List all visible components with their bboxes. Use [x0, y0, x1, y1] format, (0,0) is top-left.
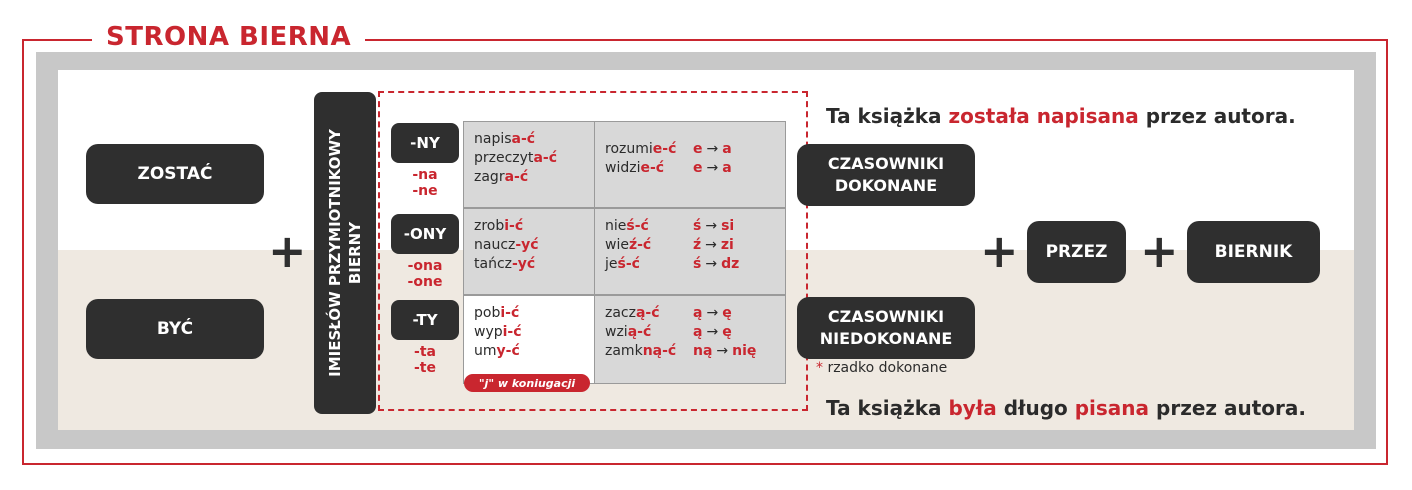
participle-label — [325, 129, 365, 377]
cell-perfect-ty — [463, 295, 595, 384]
plus-sign-1: + — [268, 224, 307, 278]
arrow-icon: → — [706, 305, 719, 321]
verb-ending: ź-ć — [628, 237, 652, 253]
footnote — [816, 360, 947, 376]
suffix-ony-2: -one — [407, 274, 443, 290]
arrow-icon: → — [706, 324, 719, 340]
verbs-perfect-line2: DOKONANE — [834, 176, 938, 195]
verb-stem: zacz — [605, 305, 636, 321]
verb-word — [605, 140, 693, 159]
j-badge — [464, 374, 590, 392]
alternation-from: e — [693, 141, 703, 157]
suffix-ony-1: -ona — [407, 258, 443, 274]
alternation-to: si — [721, 218, 735, 234]
alternation-from: ź — [693, 237, 702, 253]
verb-stem: zamk — [605, 343, 643, 359]
verb-row — [605, 342, 785, 361]
suffix-ty-1: -ta — [414, 344, 436, 360]
verb-ending: e-ć — [640, 160, 665, 176]
alternation-from: ną — [693, 343, 713, 359]
alternation-to: nię — [732, 343, 757, 359]
verb-ending: a-ć — [511, 131, 536, 147]
verb-stem: napis — [474, 131, 512, 147]
biernik-label: BIERNIK — [1214, 242, 1293, 262]
verb-row — [474, 323, 594, 342]
suffix-ty-2: -te — [414, 360, 436, 376]
verb-row — [605, 255, 785, 274]
verb-row — [474, 168, 594, 187]
tag-ty — [391, 300, 459, 340]
verb-ending: i-ć — [504, 218, 524, 234]
page-title: STRONA BIERNA — [106, 22, 352, 52]
tag-ny-label: -NY — [410, 134, 440, 152]
verb-word — [605, 255, 693, 274]
sentence-top-b: została napisana — [948, 104, 1139, 128]
aux-byc — [86, 299, 264, 359]
verb-word — [605, 217, 693, 236]
verb-word — [605, 342, 693, 361]
alternation-to: dz — [721, 256, 740, 272]
sentence-bottom-c: długo — [996, 396, 1075, 420]
suffix-ony — [391, 258, 459, 290]
j-badge-label: "j" w koniugacji — [478, 376, 576, 390]
verb-ending: -yć — [512, 256, 536, 272]
tag-ony — [391, 214, 459, 254]
verb-ending: -yć — [515, 237, 539, 253]
arrow-icon: → — [706, 141, 719, 157]
verb-ending: ś-ć — [626, 218, 649, 234]
aux-zostac-label: ZOSTAĆ — [137, 164, 213, 184]
verb-ending: i-ć — [502, 324, 522, 340]
sentence-top-c: przez autora. — [1138, 104, 1296, 128]
verb-word — [605, 236, 693, 255]
verb-ending: ą-ć — [627, 324, 652, 340]
arrow-icon: → — [705, 237, 717, 253]
verb-stem: tańcz — [474, 256, 512, 272]
przez-pill — [1027, 221, 1126, 283]
verbs-imperfect-pill — [797, 297, 975, 359]
verb-stem: przeczyt — [474, 150, 534, 166]
verb-row — [605, 159, 785, 178]
participle-label-line2: BIERNY — [346, 221, 364, 285]
aux-byc-label: BYĆ — [156, 319, 194, 339]
verb-stem: zagr — [474, 169, 505, 185]
verbs-imperfect-line1: CZASOWNIKI — [827, 307, 945, 326]
arrow-icon: → — [706, 160, 719, 176]
aux-zostac — [86, 144, 264, 204]
alternation-to: zi — [720, 237, 734, 253]
suffix-ny-1: -na — [412, 167, 438, 183]
alternation-to: a — [722, 160, 732, 176]
verb-stem: wie — [605, 237, 629, 253]
plus-sign-2: + — [980, 224, 1019, 278]
alternation-from: ą — [693, 324, 703, 340]
verb-row — [474, 149, 594, 168]
alternation-from: ś — [693, 218, 702, 234]
cell-imperfect-ty — [594, 295, 786, 384]
verb-ending: i-ć — [500, 305, 520, 321]
cell-perfect-ny — [463, 121, 595, 208]
verb-row — [474, 217, 594, 236]
verb-ending: a-ć — [533, 150, 557, 166]
verb-row — [474, 342, 594, 361]
alternation-to: ę — [722, 305, 732, 321]
alternation-to: a — [722, 141, 732, 157]
arrow-icon: → — [705, 218, 718, 234]
sentence-bottom — [826, 396, 1306, 420]
tag-ty-label: -TY — [412, 311, 438, 329]
verb-row — [605, 304, 785, 323]
cell-perfect-ony — [463, 208, 595, 295]
verb-word — [605, 323, 693, 342]
verb-word — [605, 159, 693, 178]
biernik-pill — [1187, 221, 1320, 283]
footnote-text: rzadko dokonane — [823, 360, 948, 376]
verb-stem: wzi — [605, 324, 628, 340]
participle-label-line1: IMIESŁÓW PRZYMIOTNIKOWY — [326, 129, 344, 377]
verb-row — [474, 236, 594, 255]
verb-row — [474, 255, 594, 274]
verb-word — [605, 304, 693, 323]
verb-ending: ą-ć — [635, 305, 660, 321]
cell-imperfect-ony — [594, 208, 786, 295]
sentence-bottom-a: Ta książka — [826, 396, 949, 420]
cell-imperfect-ny — [594, 121, 786, 208]
title-wrap — [92, 22, 365, 52]
verb-row — [605, 217, 785, 236]
verb-ending: ną-ć — [642, 343, 677, 359]
verb-ending: y-ć — [496, 343, 520, 359]
verb-row — [474, 130, 594, 149]
sentence-top-a: Ta książka — [826, 104, 949, 128]
verb-stem: pob — [474, 305, 501, 321]
alternation-from: e — [693, 160, 703, 176]
verb-stem: widzi — [605, 160, 641, 176]
verb-row — [605, 236, 785, 255]
tag-ony-label: -ONY — [403, 225, 447, 243]
alternation-from: ą — [693, 305, 703, 321]
verbs-perfect-pill — [797, 144, 975, 206]
suffix-ty — [391, 344, 459, 376]
sentence-top — [826, 104, 1296, 128]
sentence-bottom-b: była — [948, 396, 997, 420]
verb-row — [605, 323, 785, 342]
suffix-ny — [391, 167, 459, 199]
sentence-bottom-e: przez autora. — [1149, 396, 1306, 420]
verb-stem: zrob — [474, 218, 505, 234]
verb-stem: wyp — [474, 324, 503, 340]
verb-stem: um — [474, 343, 497, 359]
verb-stem: naucz — [474, 237, 516, 253]
verb-ending: ś-ć — [617, 256, 640, 272]
verb-stem: rozumi — [605, 141, 653, 157]
footnote-star: * — [816, 360, 823, 376]
plus-sign-3: + — [1140, 224, 1179, 278]
verbs-imperfect-line2: NIEDOKONANE — [819, 329, 953, 348]
verb-ending: a-ć — [504, 169, 529, 185]
verb-stem: je — [605, 256, 618, 272]
arrow-icon: → — [716, 343, 729, 359]
verb-row — [474, 304, 594, 323]
arrow-icon: → — [705, 256, 718, 272]
suffix-ny-2: -ne — [412, 183, 438, 199]
tag-ny — [391, 123, 459, 163]
sentence-bottom-d: pisana — [1074, 396, 1150, 420]
alternation-to: ę — [722, 324, 732, 340]
verb-stem: nie — [605, 218, 627, 234]
verb-row — [605, 140, 785, 159]
verb-ending: e-ć — [652, 141, 677, 157]
verbs-perfect-line1: CZASOWNIKI — [827, 154, 945, 173]
alternation-from: ś — [693, 256, 702, 272]
przez-label: PRZEZ — [1045, 242, 1108, 262]
